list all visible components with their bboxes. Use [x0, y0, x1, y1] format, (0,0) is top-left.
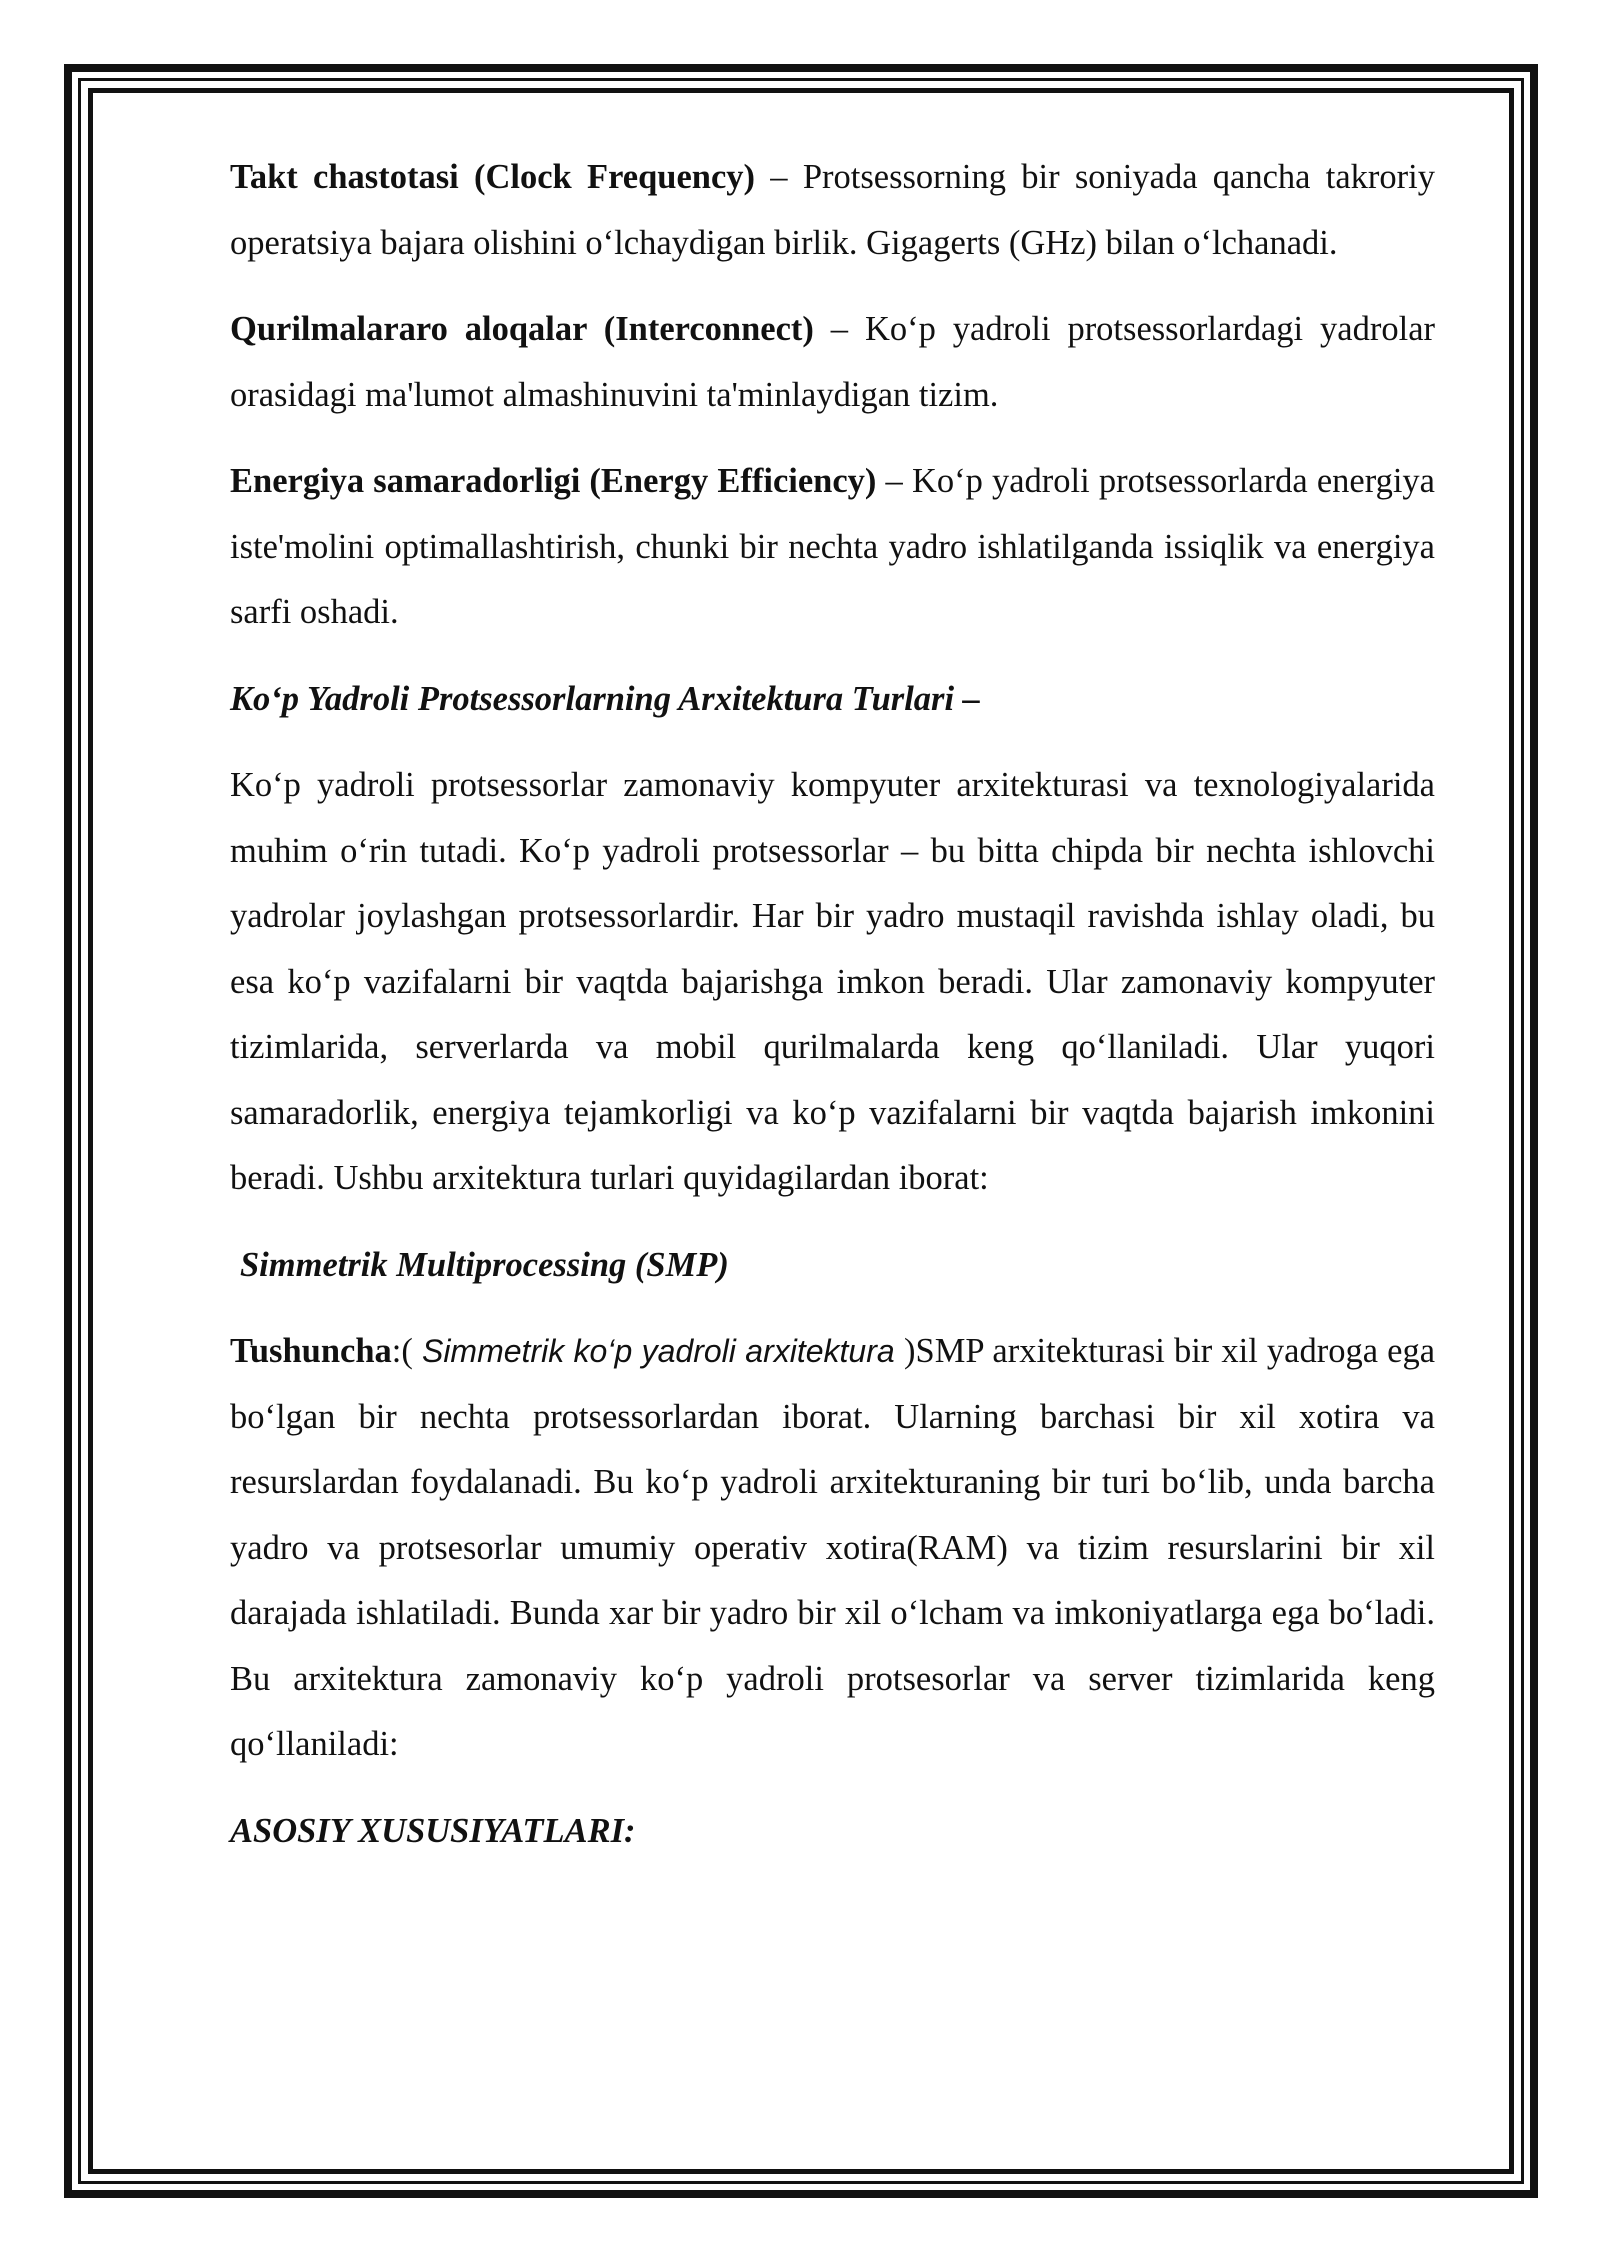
section-heading: Ko‘p Yadroli Protsessorlarning Arxitektura Turlari – [230, 679, 980, 718]
concept-label: Tushuncha [230, 1332, 392, 1370]
definition-term: Takt chastotasi (Clock Frequency) [230, 158, 756, 196]
definition-term: Qurilmalararo aloqalar (Interconnect) [230, 310, 814, 348]
definition-interconnect [230, 297, 1435, 428]
definition-text: – Ko‘p yadroli protsessorlardagi yadrolar orasidagi ma'lumot almashinuvini ta'minlaydigan tizim. [230, 310, 1435, 414]
page-content [230, 145, 1435, 1885]
intro-paragraph: Ko‘p yadroli protsessorlar zamonaviy kompyuter arxitekturasi va texnologiyalarida muhim o‘rin tutadi. Ko‘p yadroli protsessorlar – bu bitta chipda bir nechta ishlovchi yadrolar joylashgan protsessorlardir. Har bir yadro mustaqil ravishda ishlay oladi, bu esa ko‘p vazifalarni bir vaqtda bajarishga imkon beradi. Ular zamonaviy kompyuter tizimlarida, serverlarda va mobil qurilmalarda keng qo‘llaniladi. Ular yuqori samaradorlik, energiya tejamkorligi va ko‘p vazifalarni bir vaqtda bajarish imkonini beradi. Ushbu arxitektura turlari quyidagilardan iborat: [230, 766, 1435, 1197]
concept-paragraph [230, 1319, 1435, 1778]
concept-italic-text: Simmetrik ko‘p yadroli arxitektura [421, 1333, 905, 1369]
definition-text: – Protsessorning bir soniyada qancha takroriy operatsiya bajara olishini o‘lchaydigan birlik. Gigagerts (GHz) bilan o‘lchanadi. [230, 158, 1435, 262]
concept-text: )SMP arxitekturasi bir xil yadroga ega bo‘lgan bir nechta protsessorlardan iborat. Ularning barchasi bir xil xotira va resurslardan foydalanadi. Bu ko‘p yadroli arxitekturaning bir turi bo‘lib, unda barcha yadro va protsesorlar umumiy operativ xotira(RAM) va tizim resurslarini bir xil darajada ishlatiladi. Bunda xar bir yadro bir xil o‘lcham va imkoniyatlarga ega bo‘ladi. Bu arxitektura zamonaviy ko‘p yadroli protsesorlar va server tizimlarida keng qo‘llaniladi: [230, 1332, 1436, 1763]
smp-heading: Simmetrik Multiprocessing (SMP) [240, 1245, 729, 1284]
definition-term: Energiya samaradorligi (Energy Efficiency) [230, 462, 877, 500]
features-heading: ASOSIY XUSUSIYATLARI: [230, 1811, 636, 1850]
definition-text: – Ko‘p yadroli protsessorlarda energiya iste'molini optimallashtirish, chunki bir nechta yadro ishlatilganda issiqlik va energiya sarfi oshadi. [230, 462, 1435, 631]
concept-colon-paren: :( [391, 1332, 422, 1370]
definition-clock-frequency [230, 145, 1435, 276]
definition-energy-efficiency [230, 449, 1435, 646]
